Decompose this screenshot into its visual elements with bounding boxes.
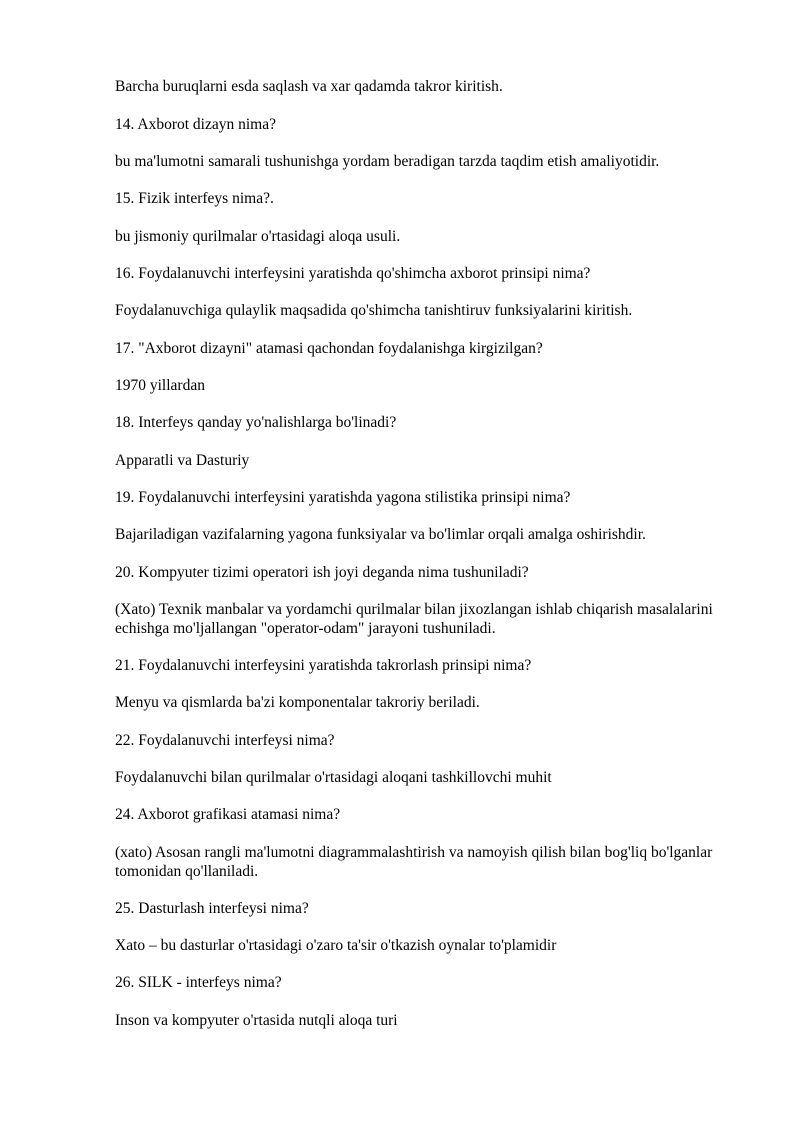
question-text: 21. Foydalanuvchi interfeysini yaratishda takrorlash prinsipi nima?	[115, 657, 532, 674]
question-text: 16. Foydalanuvchi interfeysini yaratishda qo'shimcha axborot prinsipi nima?	[115, 265, 591, 282]
answer-text: Apparatli va Dasturiy	[115, 452, 250, 469]
answer-text: Barcha buruqlarni esda saqlash va xar qadamda takror kiritish.	[115, 78, 503, 95]
question-text: 24. Axborot grafikasi atamasi nima?	[115, 806, 341, 823]
answer-text: bu ma'lumotni samarali tushunishga yordam beradigan tarzda taqdim etish amaliyotidir.	[115, 153, 660, 170]
question-text: 26. SILK - interfeys nima?	[115, 974, 282, 991]
answer-text: Xato – bu dasturlar o'rtasidagi o'zaro ta'sir o'tkazish oynalar to'plamidir	[115, 937, 557, 954]
answer-text: Foydalanuvchi bilan qurilmalar o'rtasidagi aloqani tashkillovchi muhit	[115, 769, 552, 786]
question-text: 14. Axborot dizayn nima?	[115, 116, 276, 133]
answer-text: (xato) Asosan rangli ma'lumotni diagrammalashtirish va namoyish qilish bilan bog'liq bo'lganlar tomonidan qo'llaniladi.	[115, 844, 713, 880]
question-text: 19. Foydalanuvchi interfeysini yaratishda yagona stilistika prinsipi nima?	[115, 489, 571, 506]
question-text: 18. Interfeys qanday yo'nalishlarga bo'linadi?	[115, 414, 397, 431]
answer-text: Menyu va qismlarda ba'zi komponentalar takroriy beriladi.	[115, 694, 480, 711]
question-text: 22. Foydalanuvchi interfeysi nima?	[115, 732, 335, 749]
answer-text: bu jismoniy qurilmalar o'rtasidagi aloqa usuli.	[115, 228, 401, 245]
answer-text: Inson va kompyuter o'rtasida nutqli aloqa turi	[115, 1012, 398, 1029]
question-text: 15. Fizik interfeys nima?.	[115, 190, 274, 207]
question-text: 20. Kompyuter tizimi operatori ish joyi deganda nima tushuniladi?	[115, 564, 529, 581]
answer-text: 1970 yillardan	[115, 377, 205, 394]
answer-text: (Xato) Texnik manbalar va yordamchi qurilmalar bilan jixozlangan ishlab chiqarish masalalarini echishga mo'ljallangan "operator-odam" jarayoni tushuniladi.	[115, 601, 713, 637]
answer-text: Foydalanuvchiga qulaylik maqsadida qo'shimcha tanishtiruv funksiyalarini kiritish.	[115, 302, 633, 319]
question-text: 25. Dasturlash interfeysi nima?	[115, 900, 309, 917]
question-text: 17. "Axborot dizayni" atamasi qachondan foydalanishga kirgizilgan?	[115, 340, 543, 357]
answer-text: Bajariladigan vazifalarning yagona funksiyalar va bo'limlar orqali amalga oshirishdir.	[115, 526, 646, 543]
